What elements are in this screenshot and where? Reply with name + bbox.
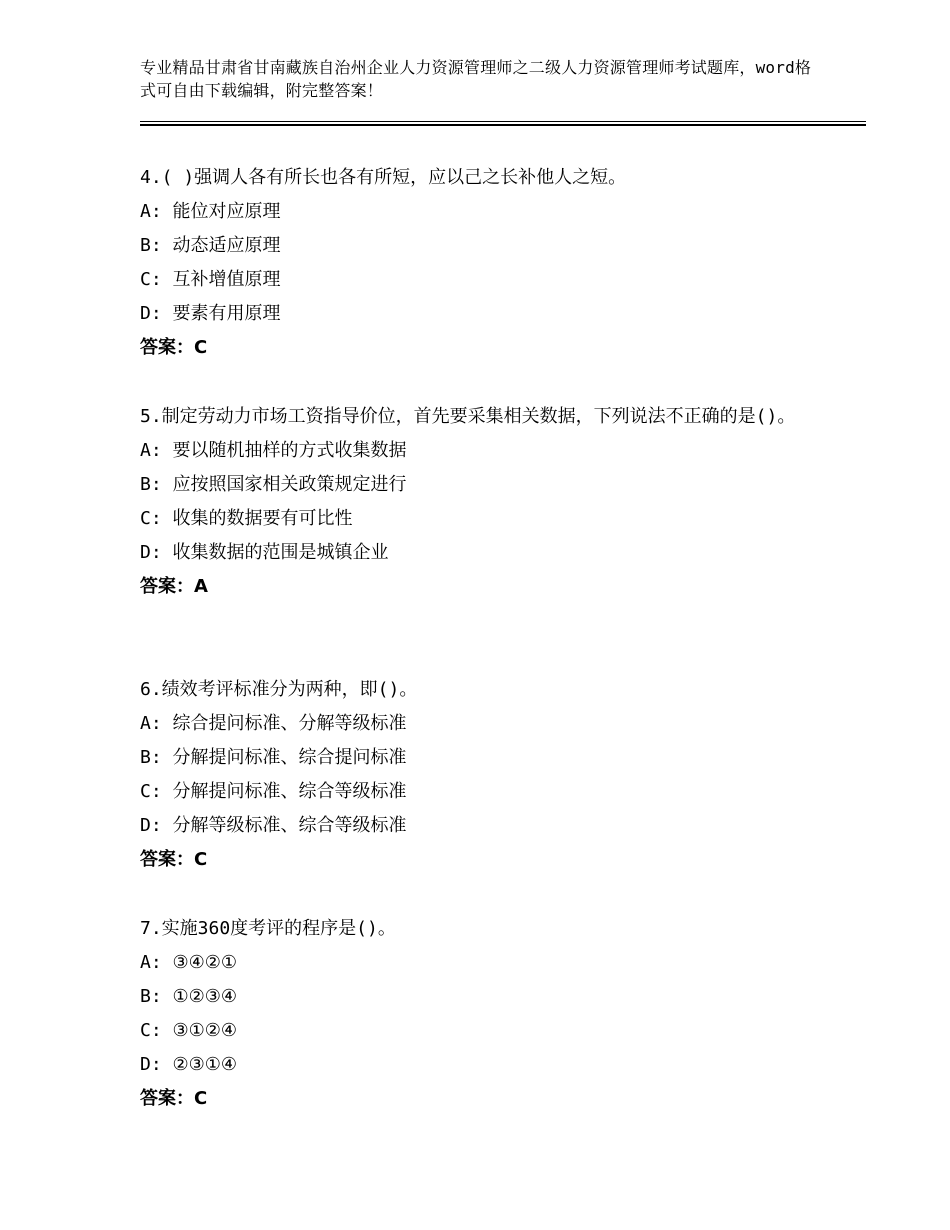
option-c: C: 分解提问标准、综合等级标准 xyxy=(140,781,407,802)
option-c: C: ③①②④ xyxy=(140,1020,238,1041)
option-b: B: 分解提问标准、综合提问标准 xyxy=(140,747,407,768)
option-d: D: ②③①④ xyxy=(140,1054,238,1075)
question-6 xyxy=(140,673,820,877)
option-d: D: 分解等级标准、综合等级标准 xyxy=(140,815,407,836)
document-header: 专业精品甘肃省甘南藏族自治州企业人力资源管理师之二级人力资源管理师考试题库，word格式可自由下载编辑，附完整答案！ xyxy=(140,58,812,100)
option-c: C: 收集的数据要有可比性 xyxy=(140,508,353,529)
option-b: B: 动态适应原理 xyxy=(140,235,281,256)
option-a: A: 综合提问标准、分解等级标准 xyxy=(140,713,407,734)
question-stem: 5.制定劳动力市场工资指导价位，首先要采集相关数据，下列说法不正确的是()。 xyxy=(140,406,796,427)
answer: 答案：A xyxy=(140,576,208,597)
option-b: B: ①②③④ xyxy=(140,986,238,1007)
question-stem: 7.实施360度考评的程序是()。 xyxy=(140,918,396,939)
question-5 xyxy=(140,400,820,604)
question-7 xyxy=(140,912,820,1116)
option-d: D: 收集数据的范围是城镇企业 xyxy=(140,542,389,563)
question-stem: 6.绩效考评标准分为两种，即()。 xyxy=(140,679,418,700)
question-stem: 4.( )强调人各有所长也各有所短，应以己之长补他人之短。 xyxy=(140,167,627,188)
header-divider-thin xyxy=(140,121,866,122)
header-divider-thick xyxy=(140,124,866,126)
question-4 xyxy=(140,161,820,365)
option-a: A: 能位对应原理 xyxy=(140,201,281,222)
option-a: A: ③④②① xyxy=(140,952,238,973)
answer: 答案：C xyxy=(140,337,208,358)
option-b: B: 应按照国家相关政策规定进行 xyxy=(140,474,407,495)
option-d: D: 要素有用原理 xyxy=(140,303,281,324)
answer: 答案：C xyxy=(140,849,208,870)
option-c: C: 互补增值原理 xyxy=(140,269,281,290)
answer: 答案：C xyxy=(140,1088,208,1109)
option-a: A: 要以随机抽样的方式收集数据 xyxy=(140,440,407,461)
